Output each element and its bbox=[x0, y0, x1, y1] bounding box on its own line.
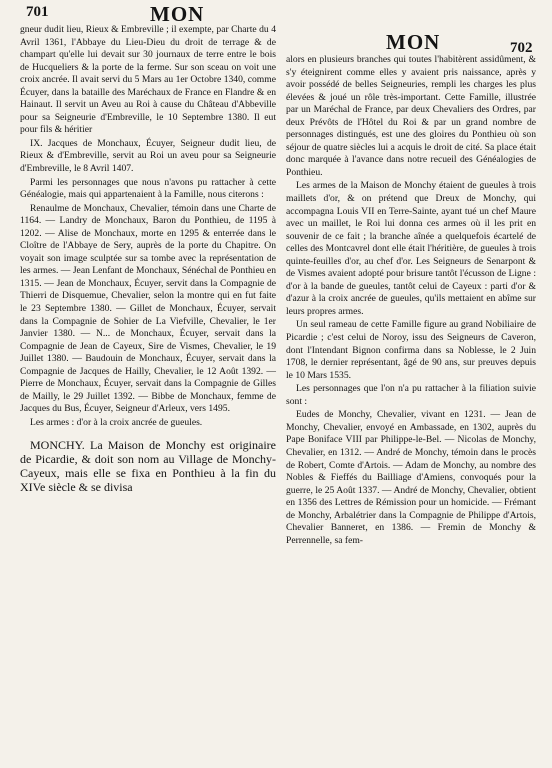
paragraph: Un seul rameau de cette Famille figure au grand Nobiliaire de Picardie ; c'est celui de Noroy, issu des Seigneurs de Caveron, dont l'Intendant Bignon confirma dans sa Noblesse, le 2 Juin 1708, le dernier représentant, âgé de 90 ans, sur preuves depuis le 10 Mars 1535. bbox=[286, 319, 536, 381]
paragraph: Parmi les personnages que nous n'avons pu rattacher à cette Généalogie, mais qui appartenaient à la Famille, nous citerons : bbox=[20, 176, 276, 201]
paragraph: gneur dudit lieu, Rieux & Embreville ; il exempte, par Charte du 4 Avril 1361, l'Abbaye du Lieu-Dieu du droit de terrage & de champart qu'elle lui devait sur 30 journaux de terre entre le bois de Hucqueliers & la porte de la ferme. Sur son sceau on voit une croix ancrée. Il avait servi du 5 Mars au 1er Octobre 1340, comme Écuyer, dans la bataille des Maréchaux de France en Flandre & en Hainaut. Il servit un Aveu au Roi à cause du Château d'Abbeville pour sa Seigneurie d'Embreville, le 10 Septembre 1380. Il eut pour fils & héritier bbox=[20, 24, 276, 136]
paragraph: Les personnages que l'on n'a pu rattacher à la filiation suivie sont : bbox=[286, 383, 536, 407]
paragraph: Renaulme de Monchaux, Chevalier, témoin dans une Charte de 1164. — Landry de Monchaux, Baron du Ponthieu, de 1195 à 1202. — Alise de Monchaux, morte en 1295 & enterrée dans le Cloître de l'Abbaye de Sery, auprès de la porte du Chapitre. On voyait son image sculptée sur sa tombe avec la représentation de les armes. — Jean Lenfant de Monchaux, Sénéchal de Ponthieu en 1315. — Jean de Monchaux, Écuyer, servit dans la Compagnie de Thierri de Disquemue, Chevalier, selon la montre qui en fut faite le 23 Septembre 1380. — Gillet de Monchaux, Écuyer, servait dans la Compagnie de Sohier de La Viefville, Chevalier, le 1er Janvier 1380. — N... de Monchaux, Écuyer, servait dans la Compagnie de Jean de Cayeux, Sire de Vismes, Chevalier, le 19 Juillet 1380. — Baudouin de Monchaux, Écuyer, servait dans la Compagnie de Jacques de Hailly, Chevalier, le 12 Août 1392. — Pierre de Monchaux, Écuyer, servait dans la Compagnie de Gilles de Mailly, le 29 Juillet 1392. — Bibbe de Monchaux, femme de Jacques du Bus, Écuyer, Seigneur d'Arleux, vers 1495. bbox=[20, 202, 276, 415]
running-head-right: MON bbox=[386, 30, 441, 54]
paragraph: Les armes de la Maison de Monchy étaient de gueules à trois maillets d'or, & on prétend que Dreux de Monchy, qui accompagna Louis VII en Terre-Sainte, ayant tué un chef Maure avec un maillet, le Roi lui donna ces armes où il les prit en souvenir de ce fait ; la branche aînée a quelquefois écartelé de celles des Montcavrel dont elle était l'héritière, de gueules à trois quinte-feuilles d'or, au chef d'or. Les Seigneurs de Senarpont & de Vismes avaient adopté pour brisure tantôt l'écusson de Ligne : d'or à la bande de gueules, tantôt celui de Cayeux : parti d'or & d'azur à la croix ancrée de gueules, qu'ils mettaient en abîme sur leurs propres armes. bbox=[286, 180, 536, 317]
left-column bbox=[20, 24, 276, 495]
paragraph: IX. Jacques de Monchaux, Écuyer, Seigneur dudit lieu, de Rieux & d'Embreville, servit au Roi un aveu pour sa Seigneurie d'Embreville, le 8 Avril 1407. bbox=[20, 137, 276, 175]
paragraph: MONCHY. La Maison de Monchy est originaire de Picardie, & doit son nom au Village de Monchy-Cayeux, mais elle se fixa en Ponthieu à la fin du XIVe siècle & se divisa bbox=[20, 437, 276, 494]
page-number-left: 701 bbox=[26, 4, 49, 20]
paragraph: alors en plusieurs branches qui toutes l'habitèrent assidûment, & s'y éteignirent comme elles y avaient pris naissance, après y avoir possédé de belles Seigneuries, rempli les charges les plus élevées & joué un rôle très-important. Cette Famille, illustrée par un Maréchal de France, par deux Chevaliers des Ordres, par deux Prévôts de l'Hôtel du Roi & par un grand nombre de personnages distingués, est une des gloires du Ponthieu où son séjour de quatre siècles lui a acquis le droit de cité. Sa place était donc marquée à l'avance dans notre recueil des Généalogies de Ponthieu. bbox=[286, 54, 536, 178]
running-head-left: MON bbox=[150, 2, 205, 26]
page-number-right: 702 bbox=[510, 40, 533, 56]
right-column bbox=[286, 54, 536, 548]
paragraph: Eudes de Monchy, Chevalier, vivant en 1231. — Jean de Monchy, Chevalier, envoyé en Ambassade, en 1302, auprès du Pape Boniface VIII par Philippe-le-Bel. — Nicolas de Monchy, Chevalier, en 1312. — André de Monchy, témoin dans le procès de Robert, Comte d'Artois. — Adam de Monchy, au nombre des Nobles & Fieffés du Bailliage d'Amiens, convoqués pour la guerre, le 25 Août 1337. — André de Monchy, Chevalier, obtient en 1356 des Lettres de Rémission pour un homicide. — Frémant de Monchy, Arbalétrier dans la Compagnie de Philippe d'Artois, Chevalier Banneret, en 1386. — Fremin de Monchy & Perrennelle, sa fem- bbox=[286, 409, 536, 546]
paragraph: Les armes : d'or à la croix ancrée de gueules. bbox=[30, 416, 203, 428]
